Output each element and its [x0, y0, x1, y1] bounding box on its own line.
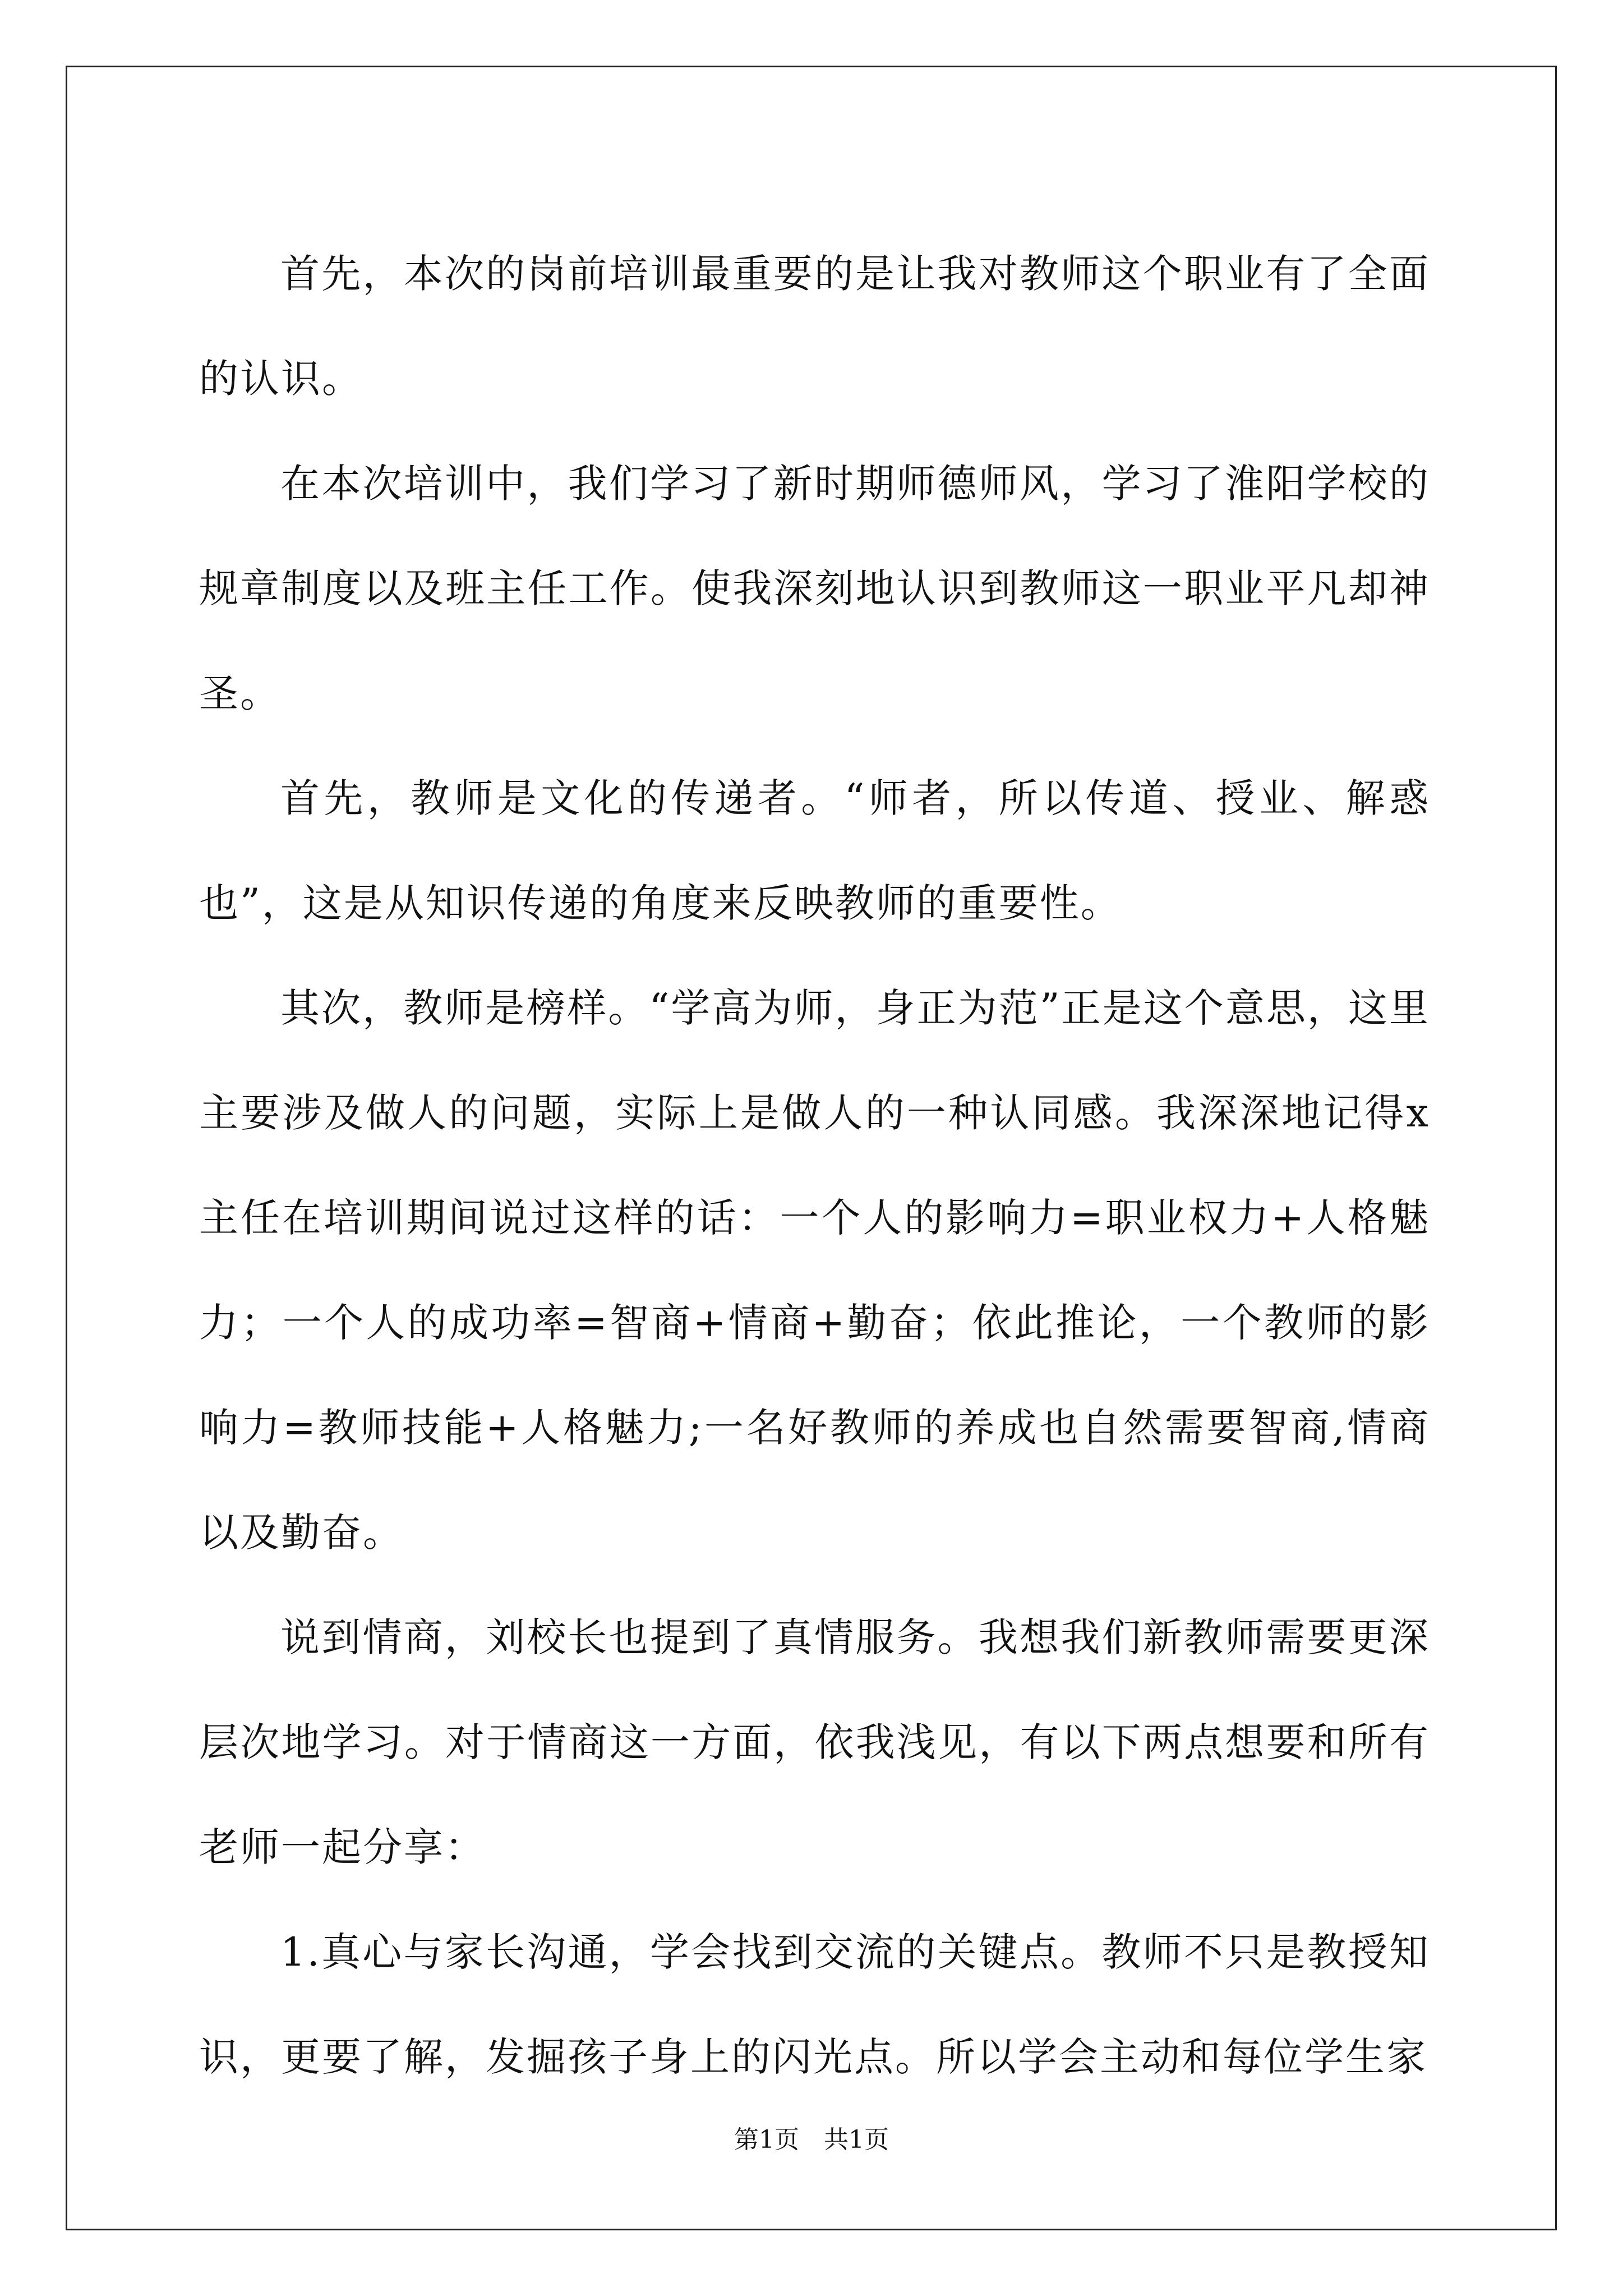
paragraph-5: 说到情商，刘校长也提到了真情服务。我想我们新教师需要更深层次地学习。对于情商这一方面，依我浅见，有以下两点想要和所有老师一起分享： — [199, 1614, 1430, 1870]
paragraph-6: 1.真心与家长沟通，学会找到交流的关键点。教师不只是教授知识，更要了解，发掘孩子身上的闪光点。所以学会主动和每位学生家 — [199, 1929, 1430, 2080]
paragraph-3: 首先，教师是文化的传递者。“师者，所以传道、授业、解惑也”，这是从知识传递的角度来反映教师的重要性。 — [199, 775, 1430, 926]
paragraph-1: 首先，本次的岗前培训最重要的是让我对教师这个职业有了全面的认识。 — [199, 251, 1430, 402]
paragraph-2: 在本次培训中，我们学习了新时期师德师风，学习了淮阳学校的规章制度以及班主任工作。使我深刻地认识到教师这一职业平凡却神圣。 — [199, 461, 1430, 716]
paragraph-4: 其次，教师是榜样。“学高为师，身正为范”正是这个意思，这里主要涉及做人的问题，实际上是做人的一种认同感。我深深地记得x主任在培训期间说过这样的话：一个人的影响力=职业权力+人格魅力；一个人的成功率=智商+情商+勤奋；依此推论，一个教师的影响力=教师技能+人格魅力;一名好教师的养成也自然需要智商,情商以及勤奋。 — [199, 985, 1430, 1556]
page-number-footer: 第1页 共1页 — [734, 2125, 889, 2154]
document-body — [199, 222, 1430, 2110]
